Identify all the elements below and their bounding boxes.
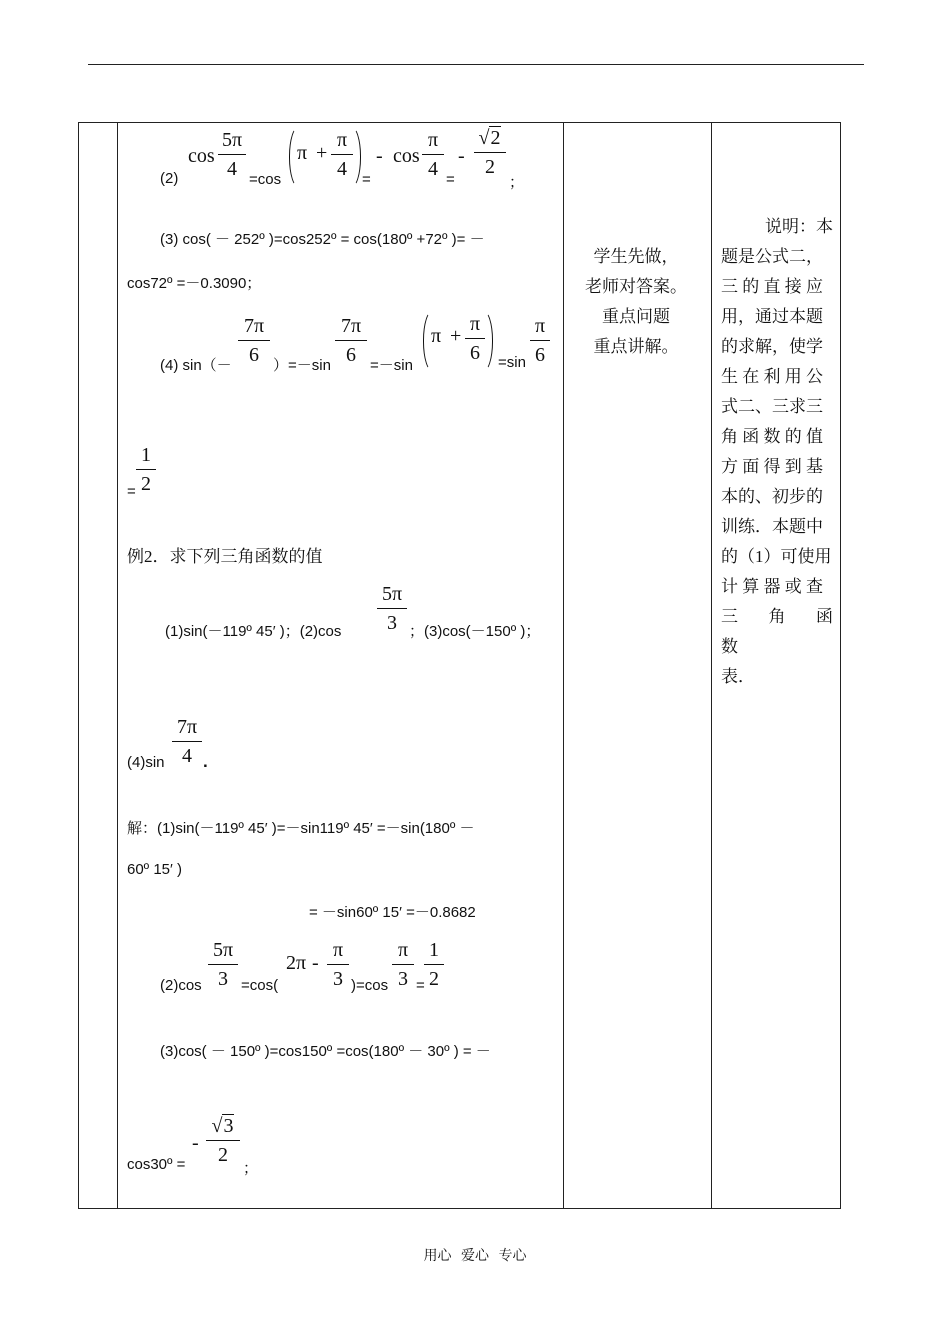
sqrt-fraction: √3 2 <box>206 1114 240 1167</box>
method-line: 学生先做， <box>593 247 679 266</box>
note-line: 表． <box>721 667 755 686</box>
note-line: 计 算 器 或 查 <box>721 577 823 596</box>
fraction: π 3 <box>327 938 349 991</box>
explanation-cell <box>721 212 850 692</box>
note-line: 的求解，使学 <box>721 337 823 356</box>
note-line: 的（1）可使用 <box>721 547 832 566</box>
note-line: 式二、三求三 <box>721 397 823 416</box>
fraction: 1 2 <box>136 443 156 496</box>
note-line: 三 角 函 数 <box>721 607 850 656</box>
fraction: 7π 6 <box>335 314 367 367</box>
column-divider <box>117 123 118 1208</box>
note-line: 用，通过本题 <box>721 307 823 326</box>
method-line: 重点问题 <box>602 307 670 326</box>
example-2-title: 例2．求下列三角函数的值 <box>127 547 323 566</box>
fraction: π 6 <box>465 312 485 365</box>
solution-1-cont: 60º 15′ ) <box>127 861 182 878</box>
fraction: π 4 <box>422 128 444 181</box>
fraction: 7π 4 <box>172 715 202 768</box>
note-line: 本的、初步的 <box>721 487 823 506</box>
fraction: 1 2 <box>424 938 444 991</box>
note-line: 三 的 直 接 应 <box>721 277 823 296</box>
note-line: 生 在 利 用 公 <box>721 367 823 386</box>
header-rule <box>88 64 864 65</box>
solution-3: (3)cos( － 150º )=cos150º =cos(180º － 30º ) = － <box>160 1043 491 1060</box>
fraction: 5π 4 <box>218 128 246 181</box>
fraction: 7π 6 <box>238 314 270 367</box>
page-footer: 用心 爱心 专心 <box>423 1249 527 1264</box>
solution-line-3-cont: cos72º =－0.3090； <box>127 275 262 292</box>
fraction: π 3 <box>392 938 414 991</box>
fraction: π 6 <box>530 314 550 367</box>
note-line: 题是公式二， <box>721 247 823 266</box>
teaching-method-cell <box>563 242 709 362</box>
note-line: 训练．本题中 <box>721 517 823 536</box>
solution-line-3: (3) cos( － 252º )=cos252º = cos(180º +72º )= － <box>160 231 485 248</box>
fraction: π 4 <box>331 128 353 181</box>
column-divider <box>711 123 712 1208</box>
note-line: 方 面 得 到 基 <box>721 457 823 476</box>
note-line: 说明：本 <box>765 217 833 236</box>
fraction: 5π 3 <box>208 938 238 991</box>
solution-1-result: = －sin60º 15′ =－0.8682 <box>309 904 476 921</box>
method-line: 重点讲解。 <box>593 337 679 356</box>
method-line: 老师对答案。 <box>585 277 687 296</box>
solution-1: 解：(1)sin(－119º 45′ )=－sin119º 45′ =－sin(180º － <box>127 820 475 837</box>
fraction: 5π 3 <box>377 582 407 635</box>
note-line: 角 函 数 的 值 <box>721 427 823 446</box>
sqrt-fraction: √2 2 <box>474 126 506 179</box>
